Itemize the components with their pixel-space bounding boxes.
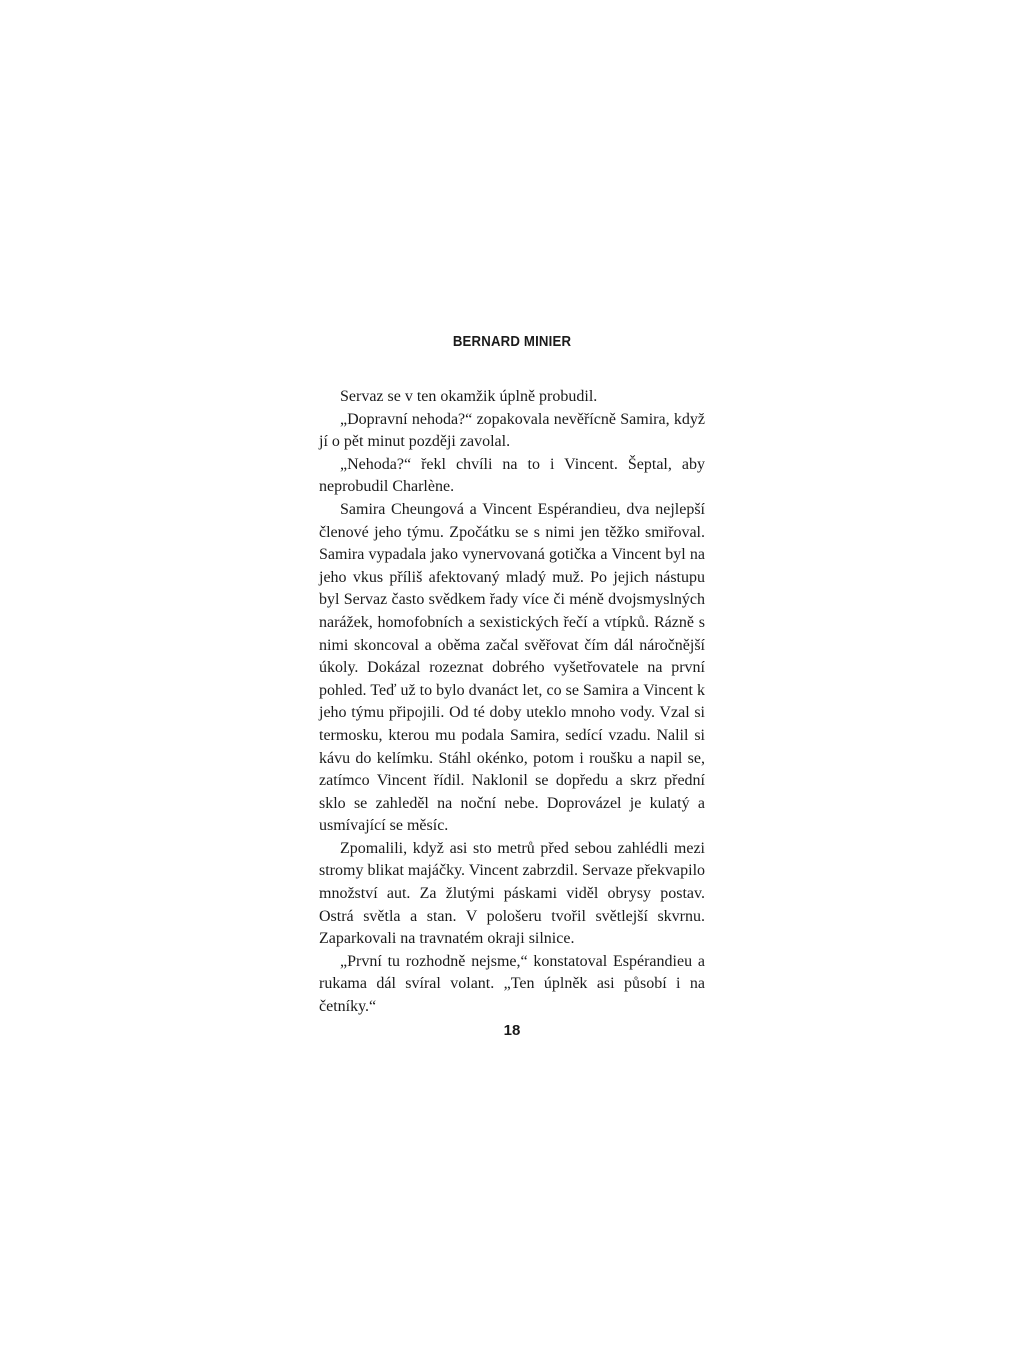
running-head-author: BERNARD MINIER	[452, 333, 572, 350]
paragraph: „Dopravní nehoda?“ zopakovala nevěřícně Samira, když jí o pět minut později zavolal.	[319, 410, 705, 451]
paragraph: „Nehoda?“ řekl chvíli na to i Vincent. Šeptal, aby neprobudil Charlène.	[319, 455, 705, 496]
body-text	[319, 386, 705, 1019]
paragraph: Servaz se v ten okamžik úplně probudil.	[340, 388, 598, 405]
paragraph: Zpomalili, když asi sto metrů před sebou zahlédli mezi stromy blikat majáčky. Vincent zabrzdil. Servaze překvapilo množství aut. Za žlutými páskami viděl obrysy postav. Ostrá světla a stan. V pološeru tvořil světlejší skvrnu. Zaparkovali na travnatém okraji silnice.	[319, 839, 706, 948]
paragraph: „První tu rozhodně nejsme,“ konstatoval Espérandieu a rukama dál svíral volant. „Ten úplněk asi působí i na četníky.“	[319, 952, 705, 1016]
paragraph: Samira Cheungová a Vincent Espérandieu, dva nejlepší členové jeho týmu. Zpočátku se s nimi jen těžko smiřoval. Samira vypadala jako vynervovaná gotička a Vincent byl na jeho vkus příliš afektovaný mladý muž. Po jejich nástupu byl Servaz často svědkem řady více či méně dvojsmyslných narážek, homofobních a sexistických řečí a vtípků. Rázně s nimi skoncoval a oběma začal svěřovat čím dál náročnější úkoly. Dokázal rozeznat dobrého vyšetřovatele na první pohled. Teď už to bylo dvanáct let, co se Samira a Vincent k jeho týmu připojili. Od té doby uteklo mnoho vody. Vzal si termosku, kterou mu podala Samira, sedící vzadu. Nalil si kávu do kelímku. Stáhl okénko, potom i roušku a napil se, zatímco Vincent řídil. Naklonil se dopředu a skrz přední sklo se zahleděl na noční nebe. Doprovázel je kulatý a usmívající se měsíc.	[319, 500, 705, 835]
page-number: 18	[503, 1022, 521, 1039]
